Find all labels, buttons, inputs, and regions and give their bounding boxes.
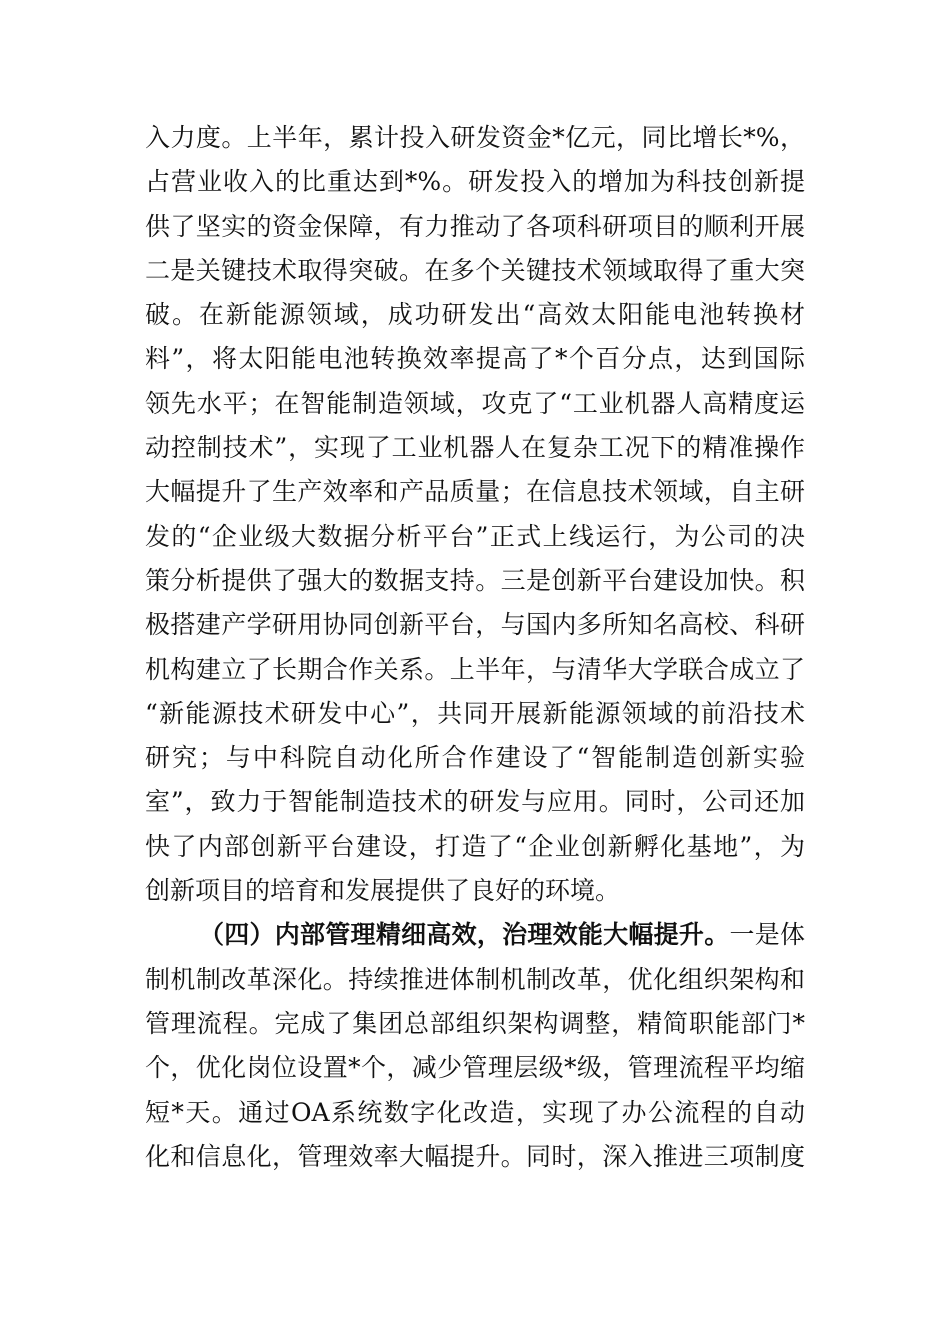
paragraph-line: 入力度。上半年，累计投入研发资金*亿元，同比增长*%，	[145, 123, 805, 152]
paragraph-line: 室”，致力于智能制造技术的研发与应用。同时，公司还加	[145, 787, 805, 817]
paragraph-line: 大幅提升了生产效率和产品质量；在信息技术领域，自主研	[145, 477, 805, 507]
paragraph-line: 破。在新能源领域，成功研发出“高效太阳能电池转换材	[145, 300, 805, 330]
paragraph-line: 极搭建产学研用协同创新平台，与国内多所知名高校、科研	[145, 610, 805, 640]
paragraph-line: 策分析提供了强大的数据支持。三是创新平台建设加快。积	[145, 565, 805, 595]
paragraph-line: 化和信息化，管理效率大幅提升。同时，深入推进三项制度	[145, 1141, 805, 1171]
paragraph-line: 领先水平；在智能制造领域，攻克了“工业机器人高精度运	[145, 388, 805, 418]
paragraph-line: 个，优化岗位设置*个，减少管理层级*级，管理流程平均缩	[145, 1053, 805, 1083]
paragraph-line: 制机制改革深化。持续推进体制机制改革，优化组织架构和	[145, 964, 805, 994]
section-heading-line	[145, 913, 805, 957]
paragraph-line: 动控制技术”，实现了工业机器人在复杂工况下的精准操作	[145, 433, 805, 463]
paragraph-line: 快了内部创新平台建设，打造了“企业创新孵化基地”，为	[145, 831, 805, 861]
paragraph-line: 二是关键技术取得突破。在多个关键技术领域取得了重大突	[145, 255, 805, 285]
paragraph-line: 研究；与中科院自动化所合作建设了“智能制造创新实验	[145, 743, 805, 773]
paragraph-line: 供了坚实的资金保障，有力推动了各项科研项目的顺利开展	[145, 211, 805, 241]
paragraph-line: 发的“企业级大数据分析平台”正式上线运行，为公司的决	[145, 521, 805, 551]
paragraph-line: 料”，将太阳能电池转换效率提高了*个百分点，达到国际	[145, 344, 805, 374]
paragraph-line: 创新项目的培育和发展提供了良好的环境。	[145, 876, 621, 906]
paragraph-line: 占营业收入的比重达到*%。研发投入的增加为科技创新提	[145, 167, 805, 197]
section-heading-tail: 一是体	[729, 920, 805, 950]
paragraph-line: “新能源技术研发中心”，共同开展新能源领域的前沿技术	[145, 698, 805, 728]
section-heading: （四）内部管理精细高效，治理效能大幅提升。	[199, 920, 730, 950]
paragraph-line: 管理流程。完成了集团总部组织架构调整，精简职能部门*	[145, 1008, 805, 1038]
paragraph-line: 机构建立了长期合作关系。上半年，与清华大学联合成立了	[145, 654, 805, 684]
paragraph-line: 短*天。通过OA系统数字化改造，实现了办公流程的自动	[145, 1097, 805, 1127]
body-text	[145, 116, 805, 1179]
